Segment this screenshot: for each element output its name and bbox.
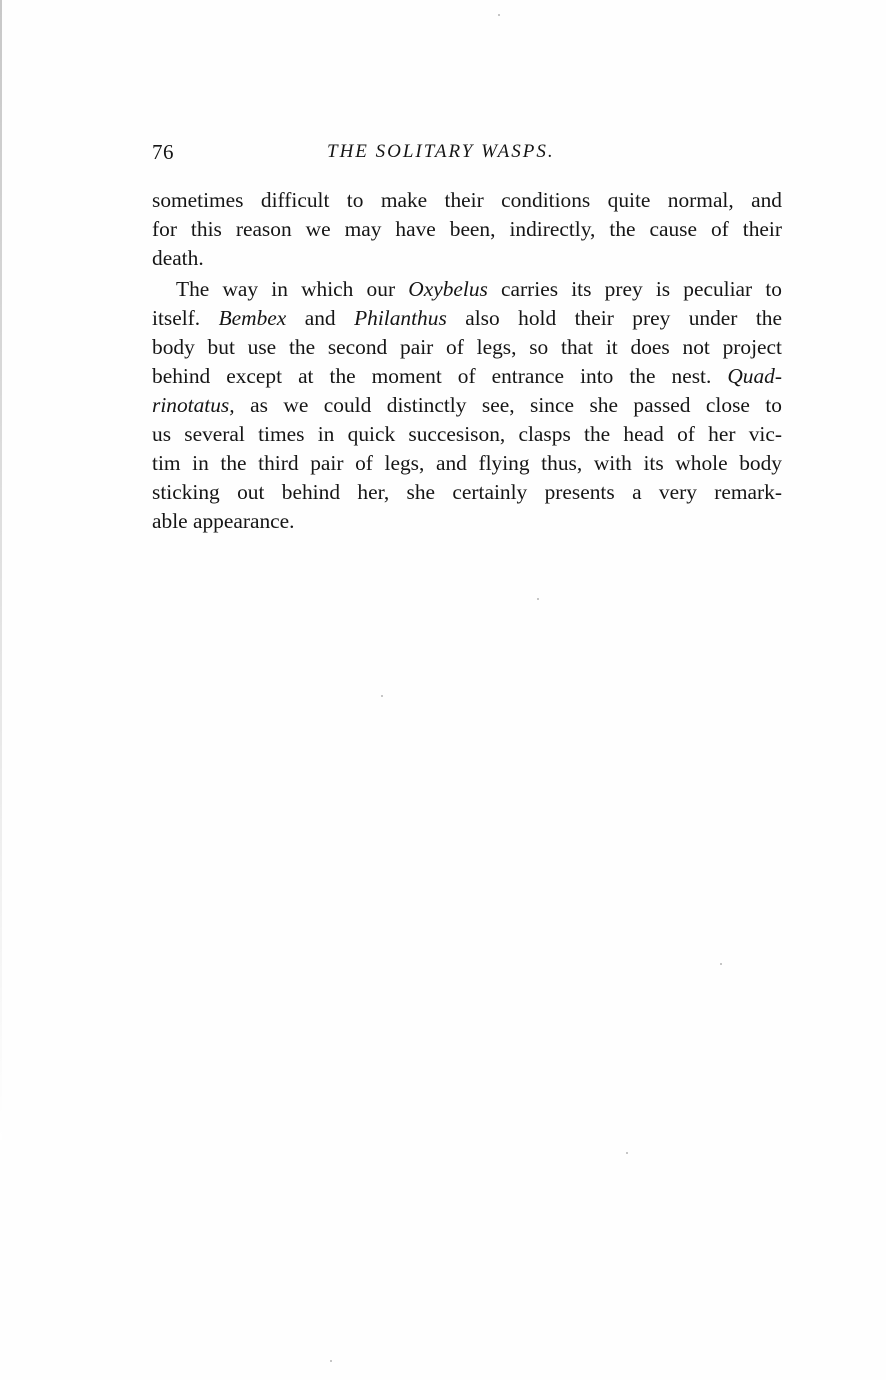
paper-speck bbox=[720, 963, 722, 965]
paper-speck bbox=[381, 695, 383, 697]
paragraph-2 bbox=[152, 275, 782, 536]
paper-speck bbox=[537, 598, 539, 600]
text-line: sometimes difficult to make their conditions quite normal, and bbox=[152, 188, 782, 212]
page-header bbox=[152, 140, 782, 168]
species-name: rinotatus, bbox=[152, 393, 235, 417]
text-line: death. bbox=[152, 246, 204, 270]
page-number: 76 bbox=[152, 140, 174, 164]
page-left-edge bbox=[0, 0, 2, 1140]
text-line: rinotatus, as we could distinctly see, since she passed close to bbox=[152, 393, 782, 417]
text-line: body but use the second pair of legs, so that it does not project bbox=[152, 335, 782, 359]
text-line: us several times in quick succesison, clasps the head of her vic- bbox=[152, 422, 782, 446]
running-head: THE SOLITARY WASPS. bbox=[327, 141, 555, 162]
paper-speck bbox=[498, 14, 500, 16]
paper-speck bbox=[626, 1152, 628, 1154]
text-line: able appearance. bbox=[152, 509, 295, 533]
body-text bbox=[152, 186, 782, 536]
species-name: Bembex bbox=[218, 306, 287, 330]
text-line: for this reason we may have been, indirectly, the cause of their bbox=[152, 217, 782, 241]
text-line: itself. Bembex and Philanthus also hold their prey under the bbox=[152, 306, 782, 330]
text-line: behind except at the moment of entrance into the nest. Quad- bbox=[152, 364, 782, 388]
text-line: sticking out behind her, she certainly presents a very remark- bbox=[152, 480, 782, 504]
species-name: Quad- bbox=[727, 364, 782, 388]
paragraph-1 bbox=[152, 186, 782, 273]
text-line: tim in the third pair of legs, and flying thus, with its whole body bbox=[152, 451, 782, 475]
paper-speck bbox=[330, 1360, 332, 1362]
text-line: The way in which our Oxybelus carries its prey is peculiar to bbox=[176, 277, 782, 301]
species-name: Oxybelus bbox=[408, 277, 488, 301]
species-name: Philanthus bbox=[354, 306, 447, 330]
